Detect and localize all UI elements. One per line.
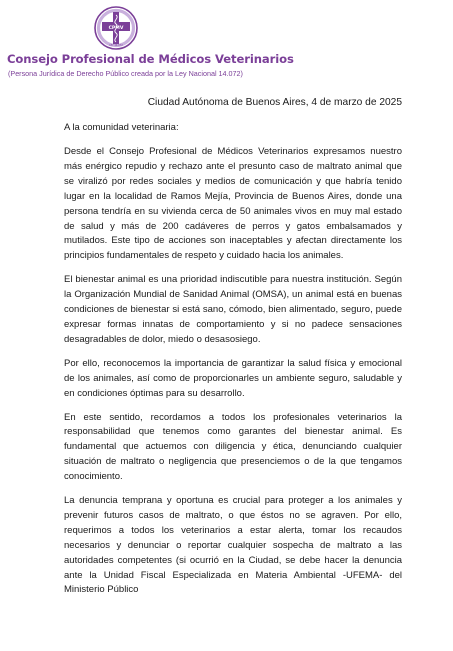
letter-body: [64, 97, 402, 607]
paragraph-salud: Por ello, reconocemos la importancia de garantizar la salud física y emocional de los animales, así como de proporcionarles un ambiente seguro, saludable y en condiciones óptimas para su desarrollo.: [64, 357, 402, 399]
org-name: Consejo Profesional de Médicos Veterinarios: [7, 52, 294, 66]
paragraph-repudio: Desde el Consejo Profesional de Médicos Veterinarios expresamos nuestro más enérgico repudio y rechazo ante el presunto caso de maltrato animal que se viralizó por redes sociales y medios de comunicación y que habría tenido lugar en la localidad de Ramos Mejía, Provincia de Buenos Aires, donde una persona tendría en su vivienda cerca de 50 animales vivos en muy mal estado de salud y más de 200 cadáveres de perros y gatos embalsamados y mutilados. Este tipo de acciones son inaceptables y afectan directamente los principios fundamentales de respeto y cuidado hacia los animales.: [64, 146, 402, 262]
org-subtitle: (Persona Jurídica de Derecho Público creada por la Ley Nacional 14.072): [8, 69, 243, 78]
logo-bottom-text: LEY 14.072: [109, 44, 123, 47]
paragraph-denuncia: La denuncia temprana y oportuna es crucial para proteger a los animales y prevenir futuros casos de maltrato, o que éstos no se agraven. Por ello, requerimos a todos los veterinarios a estar alerta, tomar los recaudos necesarios y denunciar o reportar cualquier sospecha de maltrato a las autoridades competentes (si ocurrió en la Ciudad, se debe hacer la denuncia ante la Unidad Fiscal Especializada en Materia Ambiental -UFEMA- del Ministerio Público: [64, 495, 402, 596]
letter-salutation: A la comunidad veterinaria:: [64, 122, 179, 133]
letterhead: [0, 0, 453, 84]
caduceus-cross-seal-icon: [94, 6, 138, 50]
letter-date: Ciudad Autónoma de Buenos Aires, 4 de marzo de 2025: [147, 97, 402, 108]
paragraph-responsabilidad: En este sentido, recordamos a todos los profesionales veterinarios la responsabilidad que tenemos como garantes del bienestar animal. Es fundamental que actuemos con diligencia y ética, denunciando cualquier situación de maltrato o negligencia que presenciemos o de la que tengamos conocimiento.: [64, 411, 402, 483]
logo-center-text: CPMV: [108, 26, 124, 32]
paragraph-bienestar: El bienestar animal es una prioridad indiscutible para nuestra institución. Según la Organización Mundial de Sanidad Animal (OMSA), un animal está en buenas condiciones de bienestar si está sano, cómodo, bien alimentado, seguro, puede expresar formas innatas de comportamiento y si no padece sensaciones desagradables de dolor, miedo o desasosiego.: [64, 274, 402, 345]
